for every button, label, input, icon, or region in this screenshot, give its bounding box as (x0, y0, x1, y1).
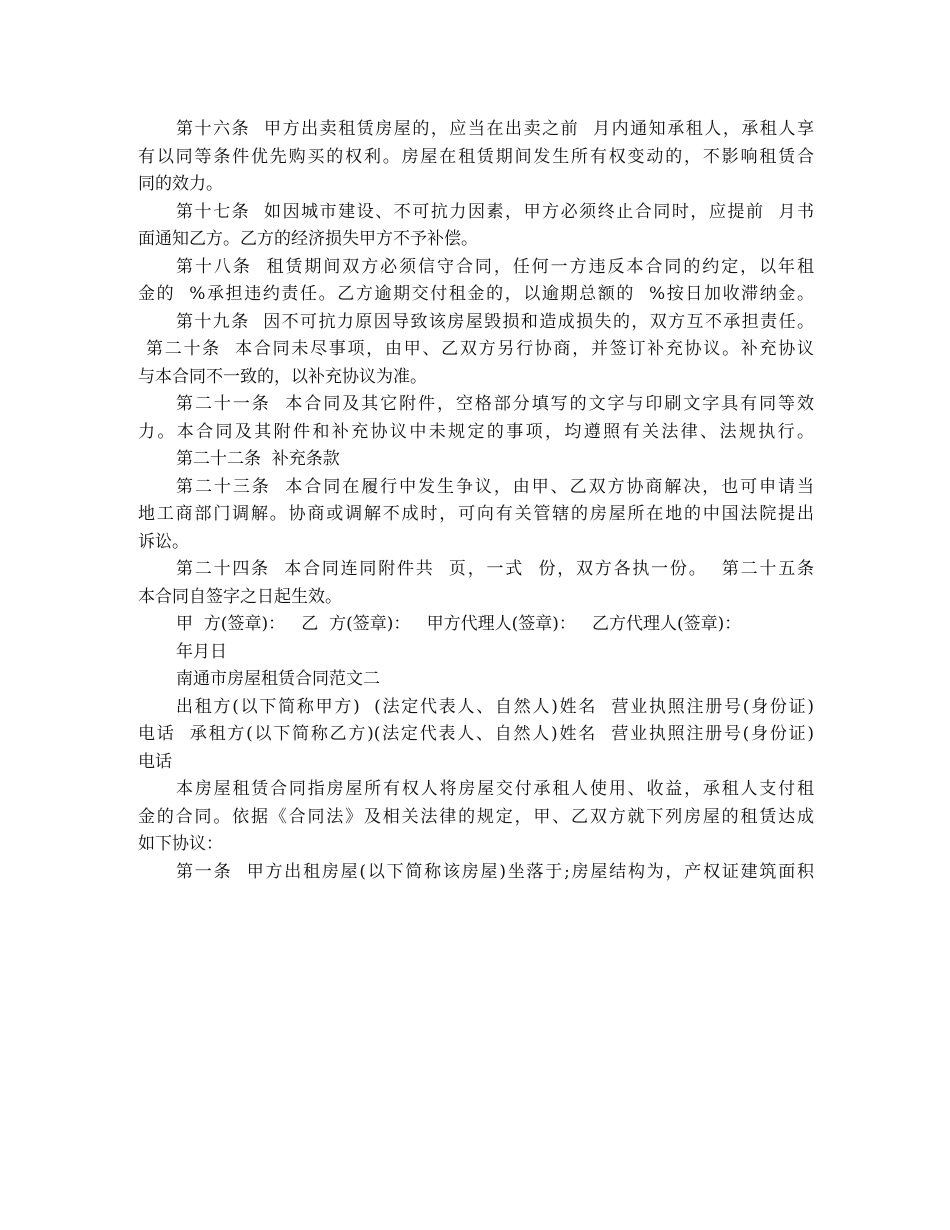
text-line: 电话 (138, 751, 172, 772)
text-line: 地工商部门调解。协商或调解不成时，可向有关管辖的房屋所在地的中国法院提出 (138, 504, 814, 524)
text-line: 第二十一条 本合同及其它附件，空格部分填写的文字与印刷文字具有同等效 (176, 394, 814, 414)
text-line: 同的效力。 (138, 174, 223, 194)
text-line: 年月日 (176, 641, 227, 662)
text-line: 金的 %承担违约责任。乙方逾期交付租金的，以逾期总额的 %按日加收滞纳金。 (138, 284, 814, 304)
text-line: 第十七条 如因城市建设、不可抗力因素，甲方必须终止合同时，应提前 月书 (176, 201, 814, 222)
text-line: 诉讼。 (138, 531, 189, 552)
text-line: 第十八条 租赁期间双方必须信守合同，任何一方违反本合同的约定，以年租 (176, 256, 814, 277)
text-line: 本合同自签字之日起生效。 (138, 586, 342, 607)
text-line: 金的合同。依据《合同法》及相关法律的规定，甲、乙双方就下列房屋的租赁达成 (138, 806, 814, 827)
text-line: 本房屋租赁合同指房屋所有权人将房屋交付承租人使用、收益，承租人支付租 (176, 779, 814, 799)
text-line: 与本合同不一致的，以补充协议为准。 (138, 366, 427, 387)
text-line: 出租方(以下简称甲方) (法定代表人、自然人)姓名 营业执照注册号(身份证) (176, 696, 814, 717)
text-line: 甲 方(签章)： 乙 方(签章)： 甲方代理人(签章)： 乙方代理人(签章)： (176, 614, 742, 634)
text-line: 力。本合同及其附件和补充协议中未规定的事项，均遵照有关法律、法规执行。 (138, 421, 814, 442)
text-line: 第二十二条 补充条款 (176, 449, 340, 469)
text-line: 南通市房屋租赁合同范文二 (176, 669, 380, 689)
text-line: 电话 承租方(以下简称乙方)(法定代表人、自然人)姓名 营业执照注册号(身份证) (138, 724, 814, 744)
text-line: 如下协议： (138, 834, 223, 854)
text-line: 第十六条 甲方出卖租赁房屋的，应当在出卖之前 月内通知承租人，承租人享 (176, 119, 814, 139)
text-line: 第一条 甲方出租房屋(以下简称该房屋)坐落于;房屋结构为，产权证建筑面积 (176, 861, 814, 882)
document-page (138, 116, 814, 886)
text-line: 第二十四条 本合同连同附件共 页，一式 份，双方各执一份。 第二十五条 (176, 559, 814, 579)
text-line: 第二十三条 本合同在履行中发生争议，由甲、乙双方协商解决，也可申请当 (176, 476, 814, 497)
text-line: 面通知乙方。乙方的经济损失甲方不予补偿。 (138, 229, 478, 249)
text-line: 有以同等条件优先购买的权利。房屋在租赁期间发生所有权变动的，不影响租赁合 (138, 146, 814, 167)
text-line: 第十九条 因不可抗力原因导致该房屋毁损和造成损失的，双方互不承担责任。 (176, 311, 814, 332)
text-line: 第二十条 本合同未尽事项，由甲、乙双方另行协商，并签订补充协议。补充协议 (146, 339, 814, 359)
